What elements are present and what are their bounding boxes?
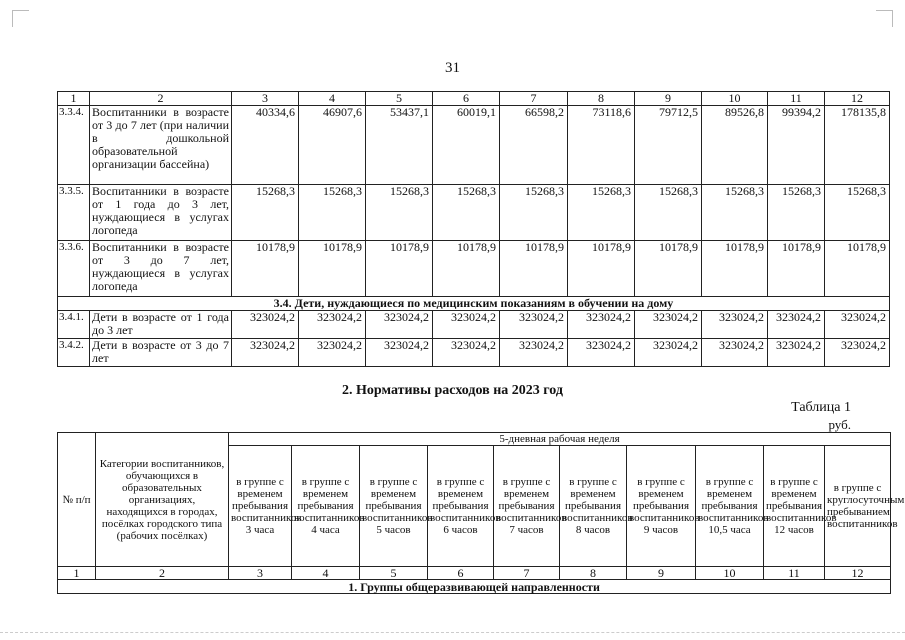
header-cell: 2 (90, 92, 232, 106)
header-cell: 11 (768, 92, 825, 106)
value-cell: 178135,8 (825, 106, 890, 185)
value-cell: 66598,2 (500, 106, 568, 185)
table-label: Таблица 1 (791, 400, 851, 415)
value-cell: 323024,2 (825, 311, 890, 339)
row-category: Дети в возрасте от 1 года до 3 лет (90, 311, 232, 339)
section-row (58, 297, 890, 311)
value-cell: 323024,2 (768, 311, 825, 339)
header-cell: 4 (299, 92, 366, 106)
value-cell: 79712,5 (635, 106, 702, 185)
column-number: 3 (229, 567, 292, 580)
header-cell: 6 (433, 92, 500, 106)
value-cell: 15268,3 (768, 185, 825, 241)
column-number: 4 (292, 567, 360, 580)
value-cell: 53437,1 (366, 106, 433, 185)
value-cell: 15268,3 (568, 185, 635, 241)
work-week-header: 5-дневная рабочая неделя (229, 433, 891, 446)
norms-table-continued (57, 91, 890, 367)
column-number-row (58, 567, 891, 580)
value-cell: 323024,2 (635, 311, 702, 339)
scan-corner-mark-right (876, 10, 893, 27)
value-cell: 323024,2 (366, 311, 433, 339)
value-cell: 15268,3 (702, 185, 768, 241)
column-header: в группе с временем пребывания воспитанников 3 часа (229, 446, 292, 567)
scan-corner-mark-left (12, 10, 29, 27)
value-cell: 323024,2 (768, 339, 825, 367)
row-code: 3.3.6. (58, 241, 90, 297)
row-category: Дети в возрасте от 3 до 7 лет (90, 339, 232, 367)
value-cell: 15268,3 (366, 185, 433, 241)
section-heading: 1. Группы общеразвивающей направленности (58, 580, 891, 594)
column-header: в группе с временем пребывания воспитанников 8 часов (560, 446, 627, 567)
value-cell: 323024,2 (702, 339, 768, 367)
column-number: 6 (428, 567, 494, 580)
row-code: 3.4.1. (58, 311, 90, 339)
row-category: Воспитанники в возрасте от 3 до 7 лет (при наличии в дошкольной образовательной организации бассейна) (90, 106, 232, 185)
value-cell: 15268,3 (232, 185, 299, 241)
header-cell: 12 (825, 92, 890, 106)
header-cell: 8 (568, 92, 635, 106)
column-number: 2 (96, 567, 229, 580)
value-cell: 323024,2 (825, 339, 890, 367)
value-cell: 10178,9 (635, 241, 702, 297)
row-code: 3.4.2. (58, 339, 90, 367)
row-category: Воспитанники в возрасте от 3 до 7 лет, нуждающиеся в услугах логопеда (90, 241, 232, 297)
value-cell: 10178,9 (299, 241, 366, 297)
section-heading: 3.4. Дети, нуждающиеся по медицинским показаниям в обучении на дому (58, 297, 890, 311)
value-cell: 10178,9 (702, 241, 768, 297)
table-row (58, 185, 890, 241)
unit-label: руб. (828, 417, 851, 432)
column-number: 5 (360, 567, 428, 580)
table-row (58, 339, 890, 367)
value-cell: 15268,3 (635, 185, 702, 241)
value-cell: 10178,9 (232, 241, 299, 297)
value-cell: 323024,2 (500, 311, 568, 339)
column-number: 12 (825, 567, 891, 580)
value-cell: 15268,3 (299, 185, 366, 241)
section-title: 2. Нормативы расходов на 2023 год (342, 383, 563, 398)
table-row (58, 241, 890, 297)
value-cell: 10178,9 (366, 241, 433, 297)
row-category: Воспитанники в возрасте от 1 года до 3 лет, нуждающиеся в услугах логопеда (90, 185, 232, 241)
value-cell: 323024,2 (500, 339, 568, 367)
header-cell: 7 (500, 92, 568, 106)
value-cell: 10178,9 (500, 241, 568, 297)
value-cell: 10178,9 (768, 241, 825, 297)
value-cell: 323024,2 (568, 311, 635, 339)
column-header: в группе с временем пребывания воспитанников 12 часов (764, 446, 825, 567)
value-cell: 10178,9 (825, 241, 890, 297)
value-cell: 15268,3 (433, 185, 500, 241)
header-cell: 1 (58, 92, 90, 106)
value-cell: 323024,2 (366, 339, 433, 367)
table-header-row (58, 92, 890, 106)
column-header: в группе с временем пребывания воспитанников 5 часов (360, 446, 428, 567)
value-cell: 10178,9 (568, 241, 635, 297)
value-cell: 15268,3 (500, 185, 568, 241)
value-cell: 323024,2 (635, 339, 702, 367)
value-cell: 323024,2 (232, 311, 299, 339)
column-header: в группе с временем пребывания воспитанников 10,5 часа (696, 446, 764, 567)
value-cell: 323024,2 (433, 311, 500, 339)
header-cell: 5 (366, 92, 433, 106)
value-cell: 323024,2 (433, 339, 500, 367)
value-cell: 323024,2 (232, 339, 299, 367)
row-code: 3.3.4. (58, 106, 90, 185)
value-cell: 323024,2 (702, 311, 768, 339)
page-bottom-edge (0, 632, 905, 634)
value-cell: 323024,2 (299, 339, 366, 367)
value-cell: 73118,6 (568, 106, 635, 185)
value-cell: 60019,1 (433, 106, 500, 185)
value-cell: 323024,2 (299, 311, 366, 339)
norms-2023-table (57, 432, 905, 594)
table-header-row (58, 433, 891, 446)
column-number: 10 (696, 567, 764, 580)
header-cell: 3 (232, 92, 299, 106)
column-header-number: № п/п (58, 433, 96, 567)
column-number: 7 (494, 567, 560, 580)
column-number: 8 (560, 567, 627, 580)
value-cell: 99394,2 (768, 106, 825, 185)
column-number: 1 (58, 567, 96, 580)
column-number: 9 (627, 567, 696, 580)
row-code: 3.3.5. (58, 185, 90, 241)
value-cell: 40334,6 (232, 106, 299, 185)
value-cell: 10178,9 (433, 241, 500, 297)
section-row (58, 580, 891, 594)
column-header: в группе с круглосуточным пребыванием воспитанников (825, 446, 891, 567)
header-cell: 9 (635, 92, 702, 106)
table-row (58, 311, 890, 339)
column-number: 11 (764, 567, 825, 580)
column-header: в группе с временем пребывания воспитанников 4 часа (292, 446, 360, 567)
header-cell: 10 (702, 92, 768, 106)
column-header-category: Категории воспитанников, обучающихся в образовательных организациях, находящихся в городах, посёлках городского типа (рабочих посёлках) (96, 433, 229, 567)
table-row (58, 106, 890, 185)
column-header: в группе с временем пребывания воспитанников 7 часов (494, 446, 560, 567)
value-cell: 15268,3 (825, 185, 890, 241)
page-number: 31 (445, 60, 460, 76)
column-header: в группе с временем пребывания воспитанников 6 часов (428, 446, 494, 567)
value-cell: 323024,2 (568, 339, 635, 367)
value-cell: 46907,6 (299, 106, 366, 185)
column-header: в группе с временем пребывания воспитанников 9 часов (627, 446, 696, 567)
value-cell: 89526,8 (702, 106, 768, 185)
